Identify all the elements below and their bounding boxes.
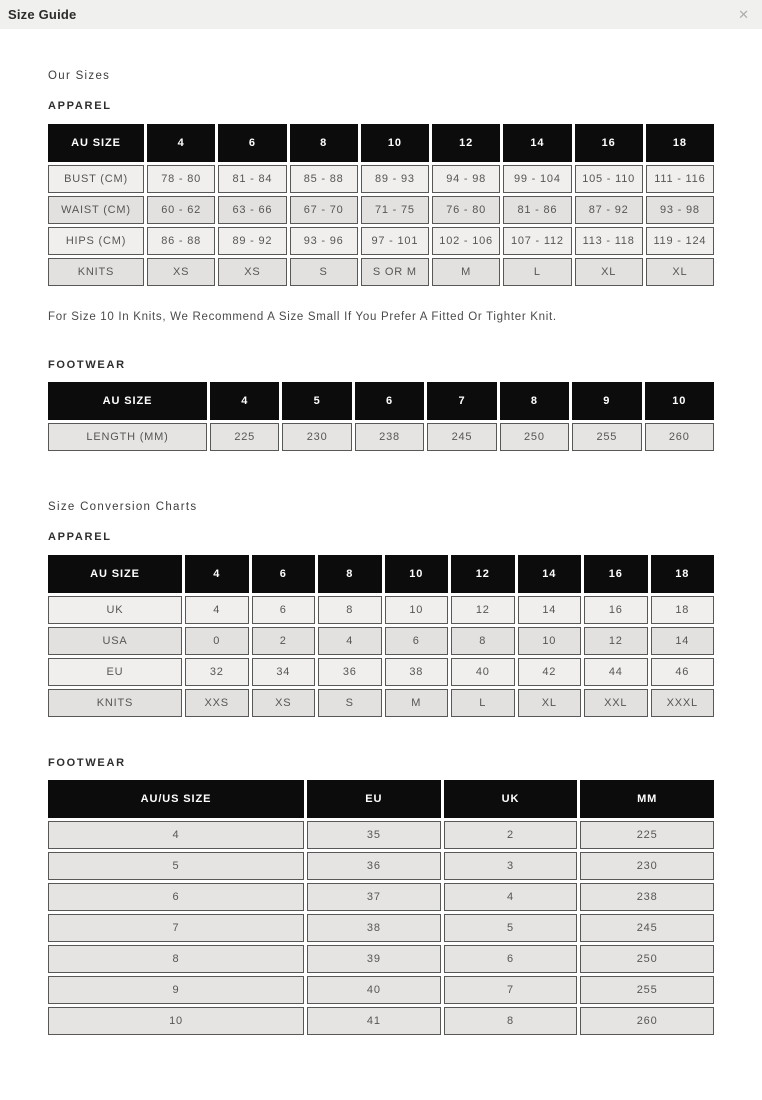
cell: 87 - 92	[575, 196, 643, 224]
cell: 245	[580, 914, 714, 942]
cell: 35	[307, 821, 441, 849]
knits-note: For Size 10 In Knits, We Recommend A Size Small If You Prefer A Fitted Or Tighter Knit.	[48, 311, 557, 323]
cell: EU	[48, 658, 182, 686]
cell: 255	[572, 423, 641, 451]
cell: 250	[580, 945, 714, 973]
table-row	[48, 976, 714, 1004]
cell: 260	[645, 423, 714, 451]
cell: 41	[307, 1007, 441, 1035]
cell: 238	[580, 883, 714, 911]
column-header: MM	[580, 780, 714, 818]
column-header: 10	[361, 124, 429, 162]
our-sizes-apparel-table	[45, 121, 717, 289]
cell: 0	[185, 627, 249, 655]
page-title: Size Guide	[8, 7, 77, 22]
cell: 119 - 124	[646, 227, 714, 255]
cell: 4	[444, 883, 578, 911]
column-header: 5	[282, 382, 351, 420]
cell: 245	[427, 423, 496, 451]
cell: BUST (CM)	[48, 165, 144, 193]
cell: XXXL	[651, 689, 715, 717]
cell: 86 - 88	[147, 227, 215, 255]
cell: 42	[518, 658, 582, 686]
cell: 111 - 116	[646, 165, 714, 193]
table-row	[48, 258, 714, 286]
table-row	[48, 658, 714, 686]
table-row	[48, 945, 714, 973]
column-header: 10	[645, 382, 714, 420]
cell: 230	[580, 852, 714, 880]
cell: 71 - 75	[361, 196, 429, 224]
cell: 93 - 96	[290, 227, 358, 255]
cell: XXL	[584, 689, 648, 717]
close-icon[interactable]: ✕	[738, 7, 749, 22]
cell: 250	[500, 423, 569, 451]
cell: 102 - 106	[432, 227, 500, 255]
conversion-apparel-heading: APPAREL	[48, 531, 112, 543]
column-header: AU/US SIZE	[48, 780, 304, 818]
cell: 46	[651, 658, 715, 686]
cell: 36	[307, 852, 441, 880]
cell: 97 - 101	[361, 227, 429, 255]
cell: 7	[444, 976, 578, 1004]
table-row	[48, 596, 714, 624]
our-sizes-footwear-table	[45, 379, 717, 454]
cell: XL	[575, 258, 643, 286]
table-row	[48, 821, 714, 849]
apparel-heading: APPAREL	[48, 100, 112, 112]
cell: XS	[147, 258, 215, 286]
cell: KNITS	[48, 689, 182, 717]
cell: 5	[48, 852, 304, 880]
cell: LENGTH (MM)	[48, 423, 207, 451]
column-header: 18	[651, 555, 715, 593]
cell: 113 - 118	[575, 227, 643, 255]
column-header: 16	[584, 555, 648, 593]
cell: HIPS (CM)	[48, 227, 144, 255]
cell: 67 - 70	[290, 196, 358, 224]
column-header: AU SIZE	[48, 555, 182, 593]
cell: 10	[48, 1007, 304, 1035]
cell: 9	[48, 976, 304, 1004]
column-header: 4	[185, 555, 249, 593]
column-header: 4	[210, 382, 279, 420]
cell: 107 - 112	[503, 227, 571, 255]
column-header: 16	[575, 124, 643, 162]
cell: 260	[580, 1007, 714, 1035]
cell: S	[318, 689, 382, 717]
cell: S OR M	[361, 258, 429, 286]
column-header: 14	[503, 124, 571, 162]
cell: 8	[444, 1007, 578, 1035]
column-header: UK	[444, 780, 578, 818]
cell: 38	[385, 658, 449, 686]
conversion-footwear-heading: FOOTWEAR	[48, 757, 126, 769]
cell: 6	[252, 596, 316, 624]
cell: 18	[651, 596, 715, 624]
cell: 4	[48, 821, 304, 849]
our-sizes-heading: Our Sizes	[48, 70, 111, 82]
column-header: 18	[646, 124, 714, 162]
table-row	[48, 196, 714, 224]
table-row	[48, 165, 714, 193]
cell: 3	[444, 852, 578, 880]
column-header: 6	[252, 555, 316, 593]
cell: L	[451, 689, 515, 717]
column-header: 12	[451, 555, 515, 593]
header-row	[48, 382, 714, 420]
column-header: 6	[355, 382, 424, 420]
cell: 36	[318, 658, 382, 686]
column-header: AU SIZE	[48, 382, 207, 420]
cell: L	[503, 258, 571, 286]
cell: 40	[451, 658, 515, 686]
column-header: AU SIZE	[48, 124, 144, 162]
cell: 10	[518, 627, 582, 655]
cell: M	[385, 689, 449, 717]
cell: 238	[355, 423, 424, 451]
cell: 44	[584, 658, 648, 686]
cell: 2	[444, 821, 578, 849]
column-header: 9	[572, 382, 641, 420]
size-guide-content	[0, 70, 762, 1038]
column-header: 12	[432, 124, 500, 162]
cell: XS	[218, 258, 286, 286]
cell: 5	[444, 914, 578, 942]
cell: 76 - 80	[432, 196, 500, 224]
table-row	[48, 883, 714, 911]
cell: XXS	[185, 689, 249, 717]
column-header: 8	[500, 382, 569, 420]
cell: 85 - 88	[290, 165, 358, 193]
cell: 34	[252, 658, 316, 686]
cell: 63 - 66	[218, 196, 286, 224]
table-row	[48, 689, 714, 717]
cell: 2	[252, 627, 316, 655]
cell: KNITS	[48, 258, 144, 286]
cell: 7	[48, 914, 304, 942]
cell: 12	[451, 596, 515, 624]
column-header: 8	[318, 555, 382, 593]
cell: 225	[210, 423, 279, 451]
cell: 99 - 104	[503, 165, 571, 193]
cell: 89 - 93	[361, 165, 429, 193]
cell: 78 - 80	[147, 165, 215, 193]
cell: 255	[580, 976, 714, 1004]
footwear-heading: FOOTWEAR	[48, 359, 126, 371]
column-header: 7	[427, 382, 496, 420]
table-row	[48, 1007, 714, 1035]
cell: 230	[282, 423, 351, 451]
cell: 32	[185, 658, 249, 686]
conversion-footwear-table	[45, 777, 717, 1038]
cell: 39	[307, 945, 441, 973]
column-header: 8	[290, 124, 358, 162]
cell: 37	[307, 883, 441, 911]
cell: 10	[385, 596, 449, 624]
cell: 6	[385, 627, 449, 655]
column-header: EU	[307, 780, 441, 818]
cell: 81 - 84	[218, 165, 286, 193]
header-row	[48, 780, 714, 818]
size-guide-titlebar	[0, 0, 762, 29]
table-row	[48, 852, 714, 880]
cell: 8	[451, 627, 515, 655]
cell: UK	[48, 596, 182, 624]
table-row	[48, 227, 714, 255]
cell: 40	[307, 976, 441, 1004]
cell: 6	[444, 945, 578, 973]
cell: USA	[48, 627, 182, 655]
cell: 81 - 86	[503, 196, 571, 224]
cell: S	[290, 258, 358, 286]
cell: 4	[318, 627, 382, 655]
header-row	[48, 555, 714, 593]
table-row	[48, 423, 714, 451]
cell: 4	[185, 596, 249, 624]
cell: 225	[580, 821, 714, 849]
cell: 94 - 98	[432, 165, 500, 193]
cell: 89 - 92	[218, 227, 286, 255]
column-header: 14	[518, 555, 582, 593]
cell: 38	[307, 914, 441, 942]
cell: 6	[48, 883, 304, 911]
cell: 60 - 62	[147, 196, 215, 224]
cell: 8	[318, 596, 382, 624]
table-row	[48, 914, 714, 942]
cell: 105 - 110	[575, 165, 643, 193]
cell: XL	[518, 689, 582, 717]
cell: 93 - 98	[646, 196, 714, 224]
cell: 8	[48, 945, 304, 973]
cell: 16	[584, 596, 648, 624]
conversion-apparel-table	[45, 552, 717, 720]
cell: XS	[252, 689, 316, 717]
header-row	[48, 124, 714, 162]
cell: XL	[646, 258, 714, 286]
column-header: 4	[147, 124, 215, 162]
cell: 14	[518, 596, 582, 624]
size-conversion-heading: Size Conversion Charts	[48, 501, 198, 513]
cell: M	[432, 258, 500, 286]
table-row	[48, 627, 714, 655]
column-header: 10	[385, 555, 449, 593]
cell: 12	[584, 627, 648, 655]
column-header: 6	[218, 124, 286, 162]
cell: 14	[651, 627, 715, 655]
cell: WAIST (CM)	[48, 196, 144, 224]
